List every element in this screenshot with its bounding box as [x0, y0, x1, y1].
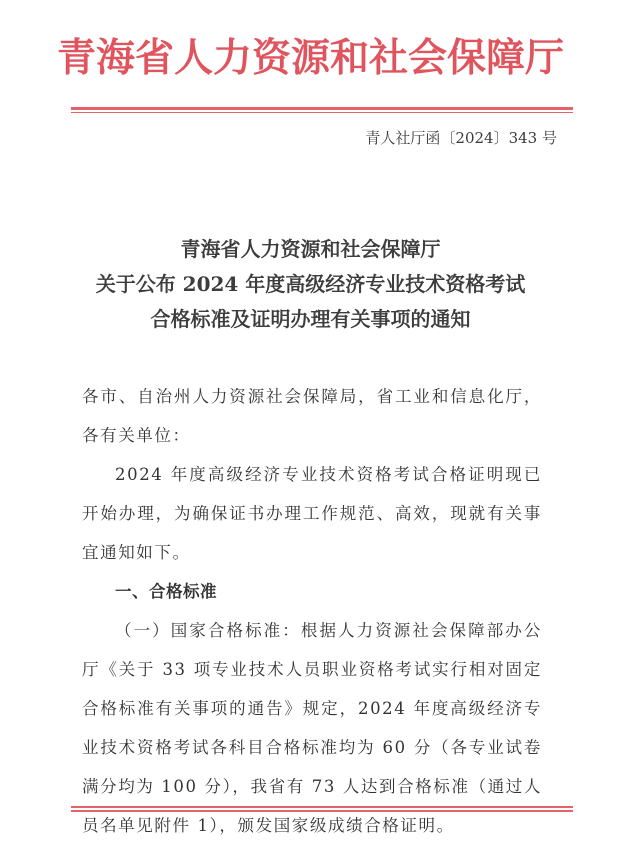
masthead-rule-thick	[71, 107, 573, 110]
addressees: 各市、自治州人力资源社会保障局，省工业和信息化厅，各有关单位：	[82, 387, 542, 445]
title-line-3: 合格标准及证明办理有关事项的通知	[150, 307, 471, 331]
intro-paragraph: 2024 年度高级经济专业技术资格考试合格证明现已开始办理，为确保证书办理工作规范、高效，现就有关事宜通知如下。	[82, 465, 542, 562]
masthead-rule-thin	[71, 112, 573, 113]
document-title	[0, 232, 621, 337]
issuer-masthead: 青海省人力资源和社会保障厅	[56, 35, 564, 81]
section-heading-standards: 一、合格标准	[115, 582, 217, 601]
document-body	[82, 377, 542, 845]
title-line-2: 关于公布 2024 年度高级经济专业技术资格考试	[95, 272, 526, 296]
footer-rule-1	[71, 806, 573, 808]
footer-rule-2	[71, 810, 573, 812]
national-standard-paragraph: （一）国家合格标准：根据人力资源社会保障部办公厅《关于 33 项专业技术人员职业资格考试实行相对固定合格标准有关事项的通告》规定，2024 年度高级经济专业技术资格考试各科目合格标准均为 60 分（各专业试卷满分均为 100 分），我省有 73 人达到合格标准（通过人员名单见附件 1），颁发国家级成绩合格证明。	[82, 621, 542, 835]
title-line-1: 青海省人力资源和社会保障厅	[180, 237, 441, 261]
document-number: 青人社厅函〔2024〕343 号	[365, 129, 557, 147]
